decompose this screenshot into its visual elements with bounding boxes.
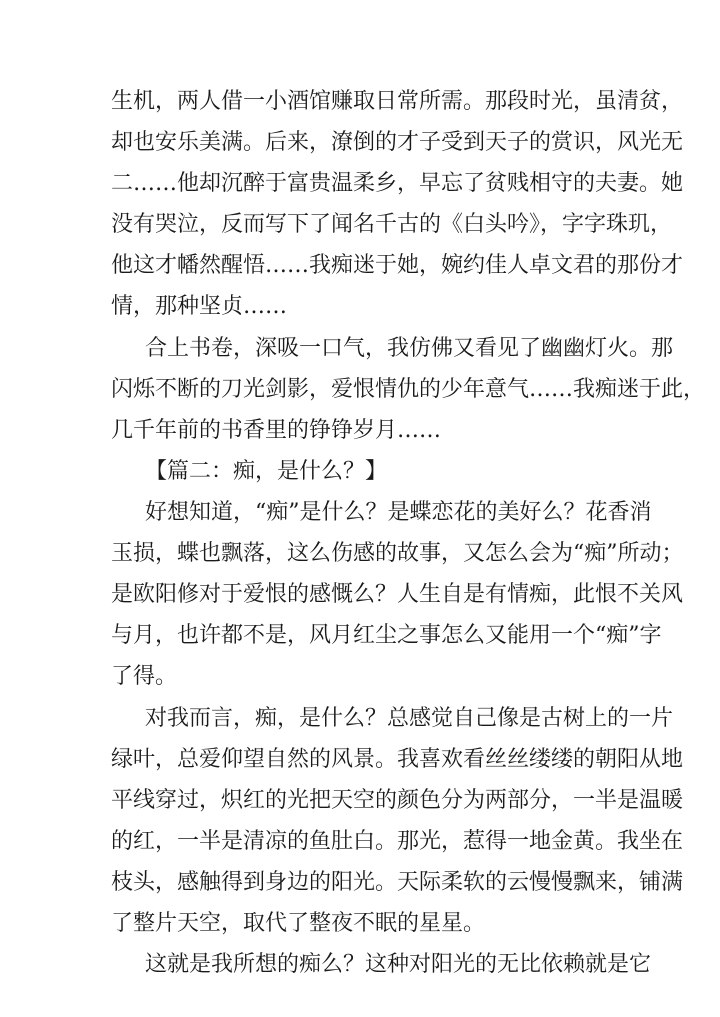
paragraph-3-line-2: 玉损，蝶也飘落，这么伤感的故事，又怎么会为“痴”所动； — [111, 541, 684, 566]
paragraph-3-line-1: 好想知道，“痴”是什么？是蝶恋花的美好么？花香消 — [145, 500, 652, 525]
paragraph-3-line-3: 是欧阳修对于爱恨的感慨么？人生自是有情痴，此恨不关风 — [111, 582, 684, 607]
paragraph-1-line-1: 生机，两人借一小酒馆赚取日常所需。那段时光，虽清贫， — [111, 89, 684, 114]
paragraph-4-line-6: 了整片天空，取代了整夜不眠的星星。 — [111, 911, 486, 936]
paragraph-1-line-2: 却也安乐美满。后来，潦倒的才子受到天子的赏识，风光无 — [111, 130, 684, 155]
paragraph-4-line-5: 枝头，感触得到身边的阳光。天际柔软的云慢慢飘来，铺满 — [111, 870, 684, 895]
paragraph-4-line-1: 对我而言，痴，是什么？总感觉自己像是古树上的一片 — [145, 706, 674, 731]
paragraph-2-line-2: 闪烁不断的刀光剑影，爱恨情仇的少年意气……我痴迷于此， — [111, 377, 706, 402]
paragraph-3-line-5: 了得。 — [111, 664, 178, 689]
paragraph-2-line-1: 合上书卷，深吸一口气，我仿佛又看见了幽幽灯火。那 — [145, 336, 674, 361]
paragraph-4-line-4: 的红，一半是清凉的鱼肚白。那光，惹得一地金黄。我坐在 — [111, 829, 684, 854]
paragraph-1-line-5: 他这才幡然醒悟……我痴迷于她，婉约佳人卓文君的那份才 — [111, 253, 684, 278]
paragraph-1-line-6: 情，那种坚贞…… — [111, 294, 288, 319]
paragraph-1-line-3: 二……他却沉醉于富贵温柔乡，早忘了贫贱相守的夫妻。她 — [111, 171, 684, 196]
paragraph-5-line-1: 这就是我所想的痴么？这种对阳光的无比依赖就是它 — [145, 952, 652, 977]
paragraph-4-line-2: 绿叶，总爱仰望自然的风景。我喜欢看丝丝缕缕的朝阳从地 — [111, 747, 684, 772]
paragraph-4-line-3: 平线穿过，炽红的光把天空的颜色分为两部分，一半是温暖 — [111, 788, 684, 813]
paragraph-1-line-4: 没有哭泣，反而写下了闻名千古的《白头吟》，字字珠玑， — [111, 212, 673, 237]
paragraph-2-line-3: 几千年前的书香里的铮铮岁月…… — [111, 418, 442, 443]
paragraph-3-line-4: 与月，也许都不是，风月红尘之事怎么又能用一个“痴”字 — [111, 623, 662, 648]
section-heading: 【篇二：痴，是什么？】 — [145, 459, 388, 484]
